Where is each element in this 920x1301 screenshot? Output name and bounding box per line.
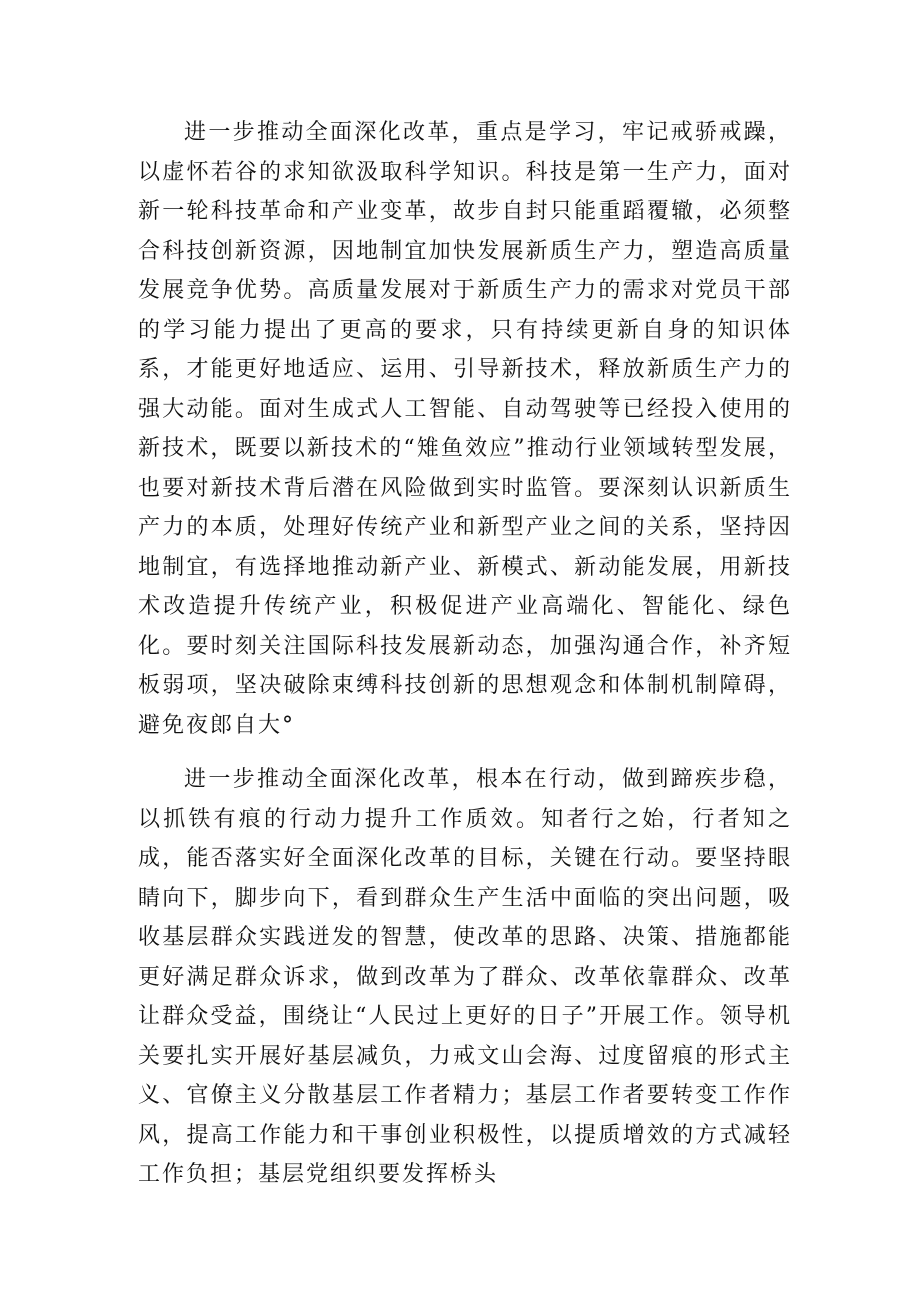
paragraph-action: 进一步推动全面深化改革，根本在行动，做到蹄疾步稳，以抓铁有痕的行动力提升工作质效。知者行之始，行者知之成，能否落实好全面深化改革的目标，关键在行动。要坚持眼睛向下，脚步向下，看到群众生产生活中面临的突出问题，吸收基层群众实践迸发的智慧，使改革的思路、决策、措施都能更好满足群众诉求，做到改革为了群众、改革依靠群众、改革让群众受益，围绕让“人民过上更好的日子”开展工作。领导机关要扎实开展好基层减负，力戒文山会海、过度留痕的形式主义、官僚主义分散基层工作者精力；基层工作者要转变工作作风，提高工作能力和干事创业积极性，以提质增效的方式减轻工作负担；基层党组织要发挥桥头 xyxy=(138,767,792,1187)
paragraph-study: 进一步推动全面深化改革，重点是学习，牢记戒骄戒躁，以虚怀若谷的求知欲汲取科学知识。科技是第一生产力，面对新一轮科技革命和产业变革，故步自封只能重蹈覆辙，必须整合科技创新资源，因地制宜加快发展新质生产力，塑造高质量发展竞争优势。高质量发展对于新质生产力的需求对党员干部的学习能力提出了更高的要求，只有持续更新自身的知识体系，才能更好地适应、运用、引导新技术，释放新质生产力的强大动能。面对生成式人工智能、自动驾驶等已经投入使用的新技术，既要以新技术的“雉鱼效应”推动行业领域转型发展，也要对新技术背后潜在风险做到实时监管。要深刻认识新质生产力的本质，处理好传统产业和新型产业之间的关系，坚持因地制宜，有选择地推动新产业、新模式、新动能发展，用新技术改造提升传统产业，积极促进产业高端化、智能化、绿色化。要时刻关注国际科技发展新动态，加强沟通合作，补齐短板弱项，坚决破除束缚科技创新的思想观念和体制机制障碍，避免夜郎自大° xyxy=(138,120,792,738)
